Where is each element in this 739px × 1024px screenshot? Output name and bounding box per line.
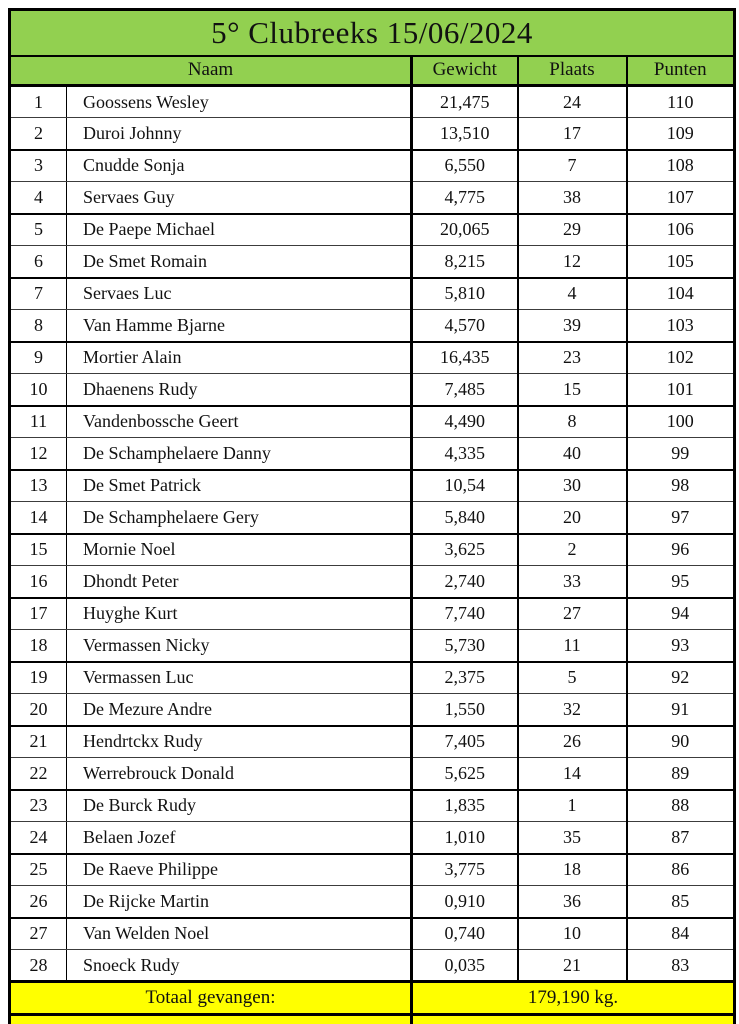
cell-naam: Snoeck Rudy bbox=[67, 950, 412, 982]
table-row bbox=[10, 150, 735, 182]
cell-gewicht: 1,010 bbox=[412, 822, 518, 854]
cell-plaats: 27 bbox=[518, 598, 627, 630]
table-row bbox=[10, 630, 735, 662]
cell-naam: Huyghe Kurt bbox=[67, 598, 412, 630]
table-row bbox=[10, 86, 735, 118]
cell-naam: Cnudde Sonja bbox=[67, 150, 412, 182]
total-value: 179,190 kg. bbox=[412, 982, 735, 1015]
cell-naam: Duroi Johnny bbox=[67, 118, 412, 150]
cell-punten: 86 bbox=[627, 854, 735, 886]
table-row bbox=[10, 758, 735, 790]
cell-gewicht: 3,775 bbox=[412, 854, 518, 886]
cell-nr: 21 bbox=[10, 726, 67, 758]
cell-naam: De Smet Romain bbox=[67, 246, 412, 278]
table-row bbox=[10, 438, 735, 470]
cell-plaats: 8 bbox=[518, 406, 627, 438]
table-row bbox=[10, 662, 735, 694]
cell-plaats: 5 bbox=[518, 662, 627, 694]
cell-naam: Mornie Noel bbox=[67, 534, 412, 566]
cell-plaats: 11 bbox=[518, 630, 627, 662]
cell-nr: 22 bbox=[10, 758, 67, 790]
cell-nr: 8 bbox=[10, 310, 67, 342]
cell-nr: 16 bbox=[10, 566, 67, 598]
cell-punten: 108 bbox=[627, 150, 735, 182]
table-row bbox=[10, 566, 735, 598]
table-row bbox=[10, 918, 735, 950]
cell-punten: 95 bbox=[627, 566, 735, 598]
cell-nr: 5 bbox=[10, 214, 67, 246]
cell-punten: 106 bbox=[627, 214, 735, 246]
cell-naam: Belaen Jozef bbox=[67, 822, 412, 854]
cell-gewicht: 7,740 bbox=[412, 598, 518, 630]
cell-gewicht: 7,405 bbox=[412, 726, 518, 758]
cell-plaats: 2 bbox=[518, 534, 627, 566]
cell-punten: 89 bbox=[627, 758, 735, 790]
table-row bbox=[10, 182, 735, 214]
cell-punten: 100 bbox=[627, 406, 735, 438]
cell-gewicht: 13,510 bbox=[412, 118, 518, 150]
cell-gewicht: 0,035 bbox=[412, 950, 518, 982]
cell-gewicht: 5,730 bbox=[412, 630, 518, 662]
table-row bbox=[10, 790, 735, 822]
cell-punten: 83 bbox=[627, 950, 735, 982]
cell-punten: 96 bbox=[627, 534, 735, 566]
cell-naam: Servaes Guy bbox=[67, 182, 412, 214]
table-row bbox=[10, 374, 735, 406]
cell-naam: Goossens Wesley bbox=[67, 86, 412, 118]
column-header-plaats: Plaats bbox=[518, 56, 627, 86]
total-row bbox=[10, 982, 735, 1015]
cell-naam: Van Welden Noel bbox=[67, 918, 412, 950]
cell-plaats: 14 bbox=[518, 758, 627, 790]
cell-nr: 4 bbox=[10, 182, 67, 214]
cell-naam: Dhondt Peter bbox=[67, 566, 412, 598]
cell-nr: 6 bbox=[10, 246, 67, 278]
cell-punten: 91 bbox=[627, 694, 735, 726]
total-label: Totaal gevangen: bbox=[10, 982, 412, 1015]
cell-plaats: 24 bbox=[518, 86, 627, 118]
cell-plaats: 36 bbox=[518, 886, 627, 918]
table-row bbox=[10, 822, 735, 854]
table-row bbox=[10, 278, 735, 310]
cell-naam: De Schamphelaere Danny bbox=[67, 438, 412, 470]
table-row bbox=[10, 502, 735, 534]
results-body bbox=[10, 86, 735, 982]
cell-punten: 97 bbox=[627, 502, 735, 534]
cell-nr: 7 bbox=[10, 278, 67, 310]
cell-naam: De Burck Rudy bbox=[67, 790, 412, 822]
cell-plaats: 33 bbox=[518, 566, 627, 598]
cell-nr: 2 bbox=[10, 118, 67, 150]
cell-punten: 85 bbox=[627, 886, 735, 918]
cutoff-cell-right bbox=[412, 1015, 735, 1024]
cell-gewicht: 16,435 bbox=[412, 342, 518, 374]
cell-plaats: 18 bbox=[518, 854, 627, 886]
cell-gewicht: 6,550 bbox=[412, 150, 518, 182]
cutoff-cell-left bbox=[10, 1015, 412, 1024]
cell-naam: De Schamphelaere Gery bbox=[67, 502, 412, 534]
results-table bbox=[8, 8, 736, 1024]
cell-plaats: 38 bbox=[518, 182, 627, 214]
cell-punten: 94 bbox=[627, 598, 735, 630]
cutoff-next-row bbox=[10, 1015, 735, 1024]
cell-nr: 26 bbox=[10, 886, 67, 918]
cell-plaats: 17 bbox=[518, 118, 627, 150]
table-row bbox=[10, 406, 735, 438]
cell-gewicht: 21,475 bbox=[412, 86, 518, 118]
cell-plaats: 32 bbox=[518, 694, 627, 726]
cell-naam: Van Hamme Bjarne bbox=[67, 310, 412, 342]
cell-gewicht: 1,550 bbox=[412, 694, 518, 726]
column-header-gewicht: Gewicht bbox=[412, 56, 518, 86]
table-row bbox=[10, 534, 735, 566]
cell-gewicht: 0,910 bbox=[412, 886, 518, 918]
cell-gewicht: 4,775 bbox=[412, 182, 518, 214]
cell-nr: 9 bbox=[10, 342, 67, 374]
cell-gewicht: 0,740 bbox=[412, 918, 518, 950]
cell-gewicht: 5,625 bbox=[412, 758, 518, 790]
table-row bbox=[10, 310, 735, 342]
cell-nr: 14 bbox=[10, 502, 67, 534]
cell-punten: 98 bbox=[627, 470, 735, 502]
cell-gewicht: 4,335 bbox=[412, 438, 518, 470]
cell-punten: 104 bbox=[627, 278, 735, 310]
table-row bbox=[10, 246, 735, 278]
page-title: 5° Clubreeks 15/06/2024 bbox=[10, 10, 735, 56]
cell-naam: Vermassen Luc bbox=[67, 662, 412, 694]
column-header-row bbox=[10, 56, 735, 86]
cell-nr: 18 bbox=[10, 630, 67, 662]
column-header-naam: Naam bbox=[10, 56, 412, 86]
cell-naam: Dhaenens Rudy bbox=[67, 374, 412, 406]
cell-punten: 103 bbox=[627, 310, 735, 342]
table-row bbox=[10, 598, 735, 630]
column-header-punten: Punten bbox=[627, 56, 735, 86]
cell-punten: 90 bbox=[627, 726, 735, 758]
cell-gewicht: 5,840 bbox=[412, 502, 518, 534]
cell-naam: Hendrtckx Rudy bbox=[67, 726, 412, 758]
cell-nr: 12 bbox=[10, 438, 67, 470]
table-row bbox=[10, 886, 735, 918]
cell-punten: 105 bbox=[627, 246, 735, 278]
table-row bbox=[10, 726, 735, 758]
cell-plaats: 40 bbox=[518, 438, 627, 470]
cell-naam: Vermassen Nicky bbox=[67, 630, 412, 662]
cell-punten: 110 bbox=[627, 86, 735, 118]
cell-plaats: 7 bbox=[518, 150, 627, 182]
cell-naam: Mortier Alain bbox=[67, 342, 412, 374]
table-row bbox=[10, 694, 735, 726]
cell-punten: 88 bbox=[627, 790, 735, 822]
cell-punten: 84 bbox=[627, 918, 735, 950]
cell-plaats: 20 bbox=[518, 502, 627, 534]
cell-nr: 23 bbox=[10, 790, 67, 822]
table-row bbox=[10, 342, 735, 374]
cell-plaats: 30 bbox=[518, 470, 627, 502]
cell-naam: Vandenbossche Geert bbox=[67, 406, 412, 438]
cell-punten: 99 bbox=[627, 438, 735, 470]
cell-naam: Servaes Luc bbox=[67, 278, 412, 310]
title-row bbox=[10, 10, 735, 56]
table-row bbox=[10, 854, 735, 886]
cell-gewicht: 8,215 bbox=[412, 246, 518, 278]
cell-nr: 25 bbox=[10, 854, 67, 886]
cell-punten: 92 bbox=[627, 662, 735, 694]
cell-gewicht: 10,54 bbox=[412, 470, 518, 502]
cell-nr: 27 bbox=[10, 918, 67, 950]
cell-plaats: 26 bbox=[518, 726, 627, 758]
cell-plaats: 21 bbox=[518, 950, 627, 982]
cell-gewicht: 1,835 bbox=[412, 790, 518, 822]
cell-plaats: 10 bbox=[518, 918, 627, 950]
cell-gewicht: 2,375 bbox=[412, 662, 518, 694]
cell-nr: 3 bbox=[10, 150, 67, 182]
cell-nr: 28 bbox=[10, 950, 67, 982]
cell-plaats: 35 bbox=[518, 822, 627, 854]
cell-punten: 102 bbox=[627, 342, 735, 374]
cell-nr: 19 bbox=[10, 662, 67, 694]
cell-punten: 107 bbox=[627, 182, 735, 214]
cell-plaats: 4 bbox=[518, 278, 627, 310]
cell-naam: Werrebrouck Donald bbox=[67, 758, 412, 790]
table-row bbox=[10, 118, 735, 150]
cell-gewicht: 5,810 bbox=[412, 278, 518, 310]
cell-naam: De Smet Patrick bbox=[67, 470, 412, 502]
cell-nr: 1 bbox=[10, 86, 67, 118]
cell-naam: De Raeve Philippe bbox=[67, 854, 412, 886]
cell-nr: 24 bbox=[10, 822, 67, 854]
cell-nr: 10 bbox=[10, 374, 67, 406]
cell-gewicht: 20,065 bbox=[412, 214, 518, 246]
cell-punten: 93 bbox=[627, 630, 735, 662]
cell-gewicht: 3,625 bbox=[412, 534, 518, 566]
cell-plaats: 1 bbox=[518, 790, 627, 822]
cell-nr: 20 bbox=[10, 694, 67, 726]
cell-plaats: 12 bbox=[518, 246, 627, 278]
cell-naam: De Rijcke Martin bbox=[67, 886, 412, 918]
cell-naam: De Mezure Andre bbox=[67, 694, 412, 726]
cell-plaats: 15 bbox=[518, 374, 627, 406]
cell-naam: De Paepe Michael bbox=[67, 214, 412, 246]
cell-gewicht: 7,485 bbox=[412, 374, 518, 406]
cell-gewicht: 4,490 bbox=[412, 406, 518, 438]
cell-plaats: 23 bbox=[518, 342, 627, 374]
cell-nr: 17 bbox=[10, 598, 67, 630]
cell-nr: 15 bbox=[10, 534, 67, 566]
cell-plaats: 29 bbox=[518, 214, 627, 246]
cell-gewicht: 4,570 bbox=[412, 310, 518, 342]
table-row bbox=[10, 214, 735, 246]
cell-gewicht: 2,740 bbox=[412, 566, 518, 598]
cell-nr: 11 bbox=[10, 406, 67, 438]
cell-punten: 87 bbox=[627, 822, 735, 854]
cell-nr: 13 bbox=[10, 470, 67, 502]
cell-plaats: 39 bbox=[518, 310, 627, 342]
table-row bbox=[10, 470, 735, 502]
cell-punten: 101 bbox=[627, 374, 735, 406]
table-row bbox=[10, 950, 735, 982]
cell-punten: 109 bbox=[627, 118, 735, 150]
